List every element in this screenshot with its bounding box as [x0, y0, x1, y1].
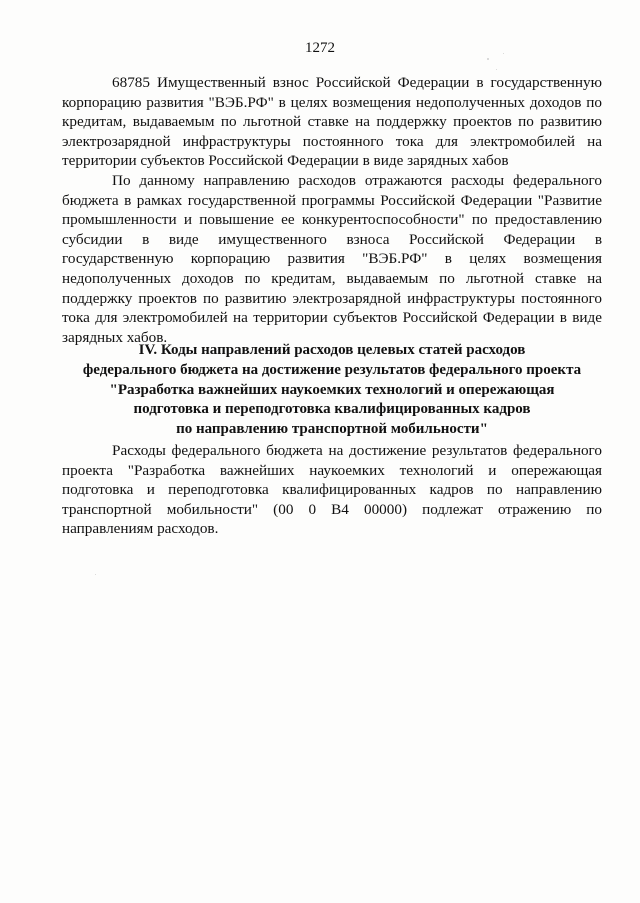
- intro-text: [62, 73, 602, 347]
- scan-speck: [487, 58, 489, 60]
- scan-speck: [496, 69, 497, 70]
- paragraph-expense-description: По данному направлению расходов отражаются расходы федерального бюджета в рамках государственной программы Российской Федерации "Развитие промышленности и повышение ее конкурентоспособности" по предоставлению субсидии в виде имущественного взноса Российской Федерации в государственную корпорацию развития "ВЭБ.РФ" в целях возмещения недополученных доходов по кредитам, выдаваемым по льготной ставке на поддержку проектов по развитию электрозарядной инфраструктуры постоянного тока для электромобилей на территории субъектов Российской Федерации в виде зарядных хабов.: [62, 171, 602, 346]
- page-number: 1272: [305, 40, 335, 56]
- section-heading: [62, 341, 602, 440]
- paragraph-expense-code: 68785 Имущественный взнос Российской Федерации в государственную корпорацию развития "ВЭБ.РФ" в целях возмещения недополученных доходов по кредитам, выдаваемым по льготной ставке на поддержку проектов по развитию электрозарядной инфраструктуры постоянного тока для электромобилей на территории субъектов Российской Федерации в виде зарядных хабов: [62, 74, 602, 170]
- paragraph-section-description: Расходы федерального бюджета на достижение результатов федерального проекта "Разработка важнейших наукоемких технологий и опережающая подготовка и переподготовка квалифицированных кадров по направлению транспортной мобильности" (00 0 В4 00000) подлежат отражению по направлениям расходов.: [62, 442, 602, 538]
- section-heading-line: федерального бюджета на достижение результатов федерального проекта: [82, 361, 582, 378]
- section-heading-line: по направлению транспортной мобильности": [176, 421, 488, 438]
- section-heading-line: подготовка и переподготовка квалифицированных кадров: [133, 401, 531, 418]
- section-body: [62, 441, 602, 539]
- scan-speck: [95, 574, 96, 575]
- section-heading-line: IV. Коды направлений расходов целевых статей расходов: [138, 342, 526, 358]
- scan-speck: [503, 53, 504, 54]
- section-heading-line: "Разработка важнейших наукоемких технологий и опережающая: [109, 381, 555, 398]
